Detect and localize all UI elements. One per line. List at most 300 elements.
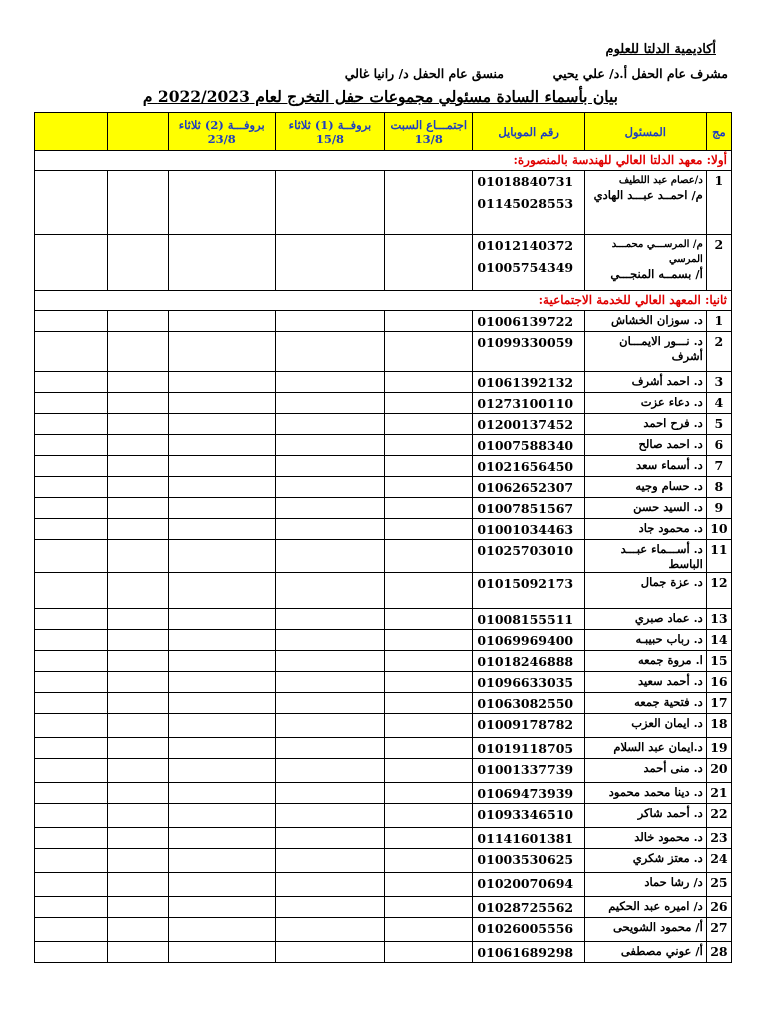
meeting-cell[interactable] xyxy=(385,828,473,849)
rehearsal-1-cell[interactable] xyxy=(275,714,384,738)
rehearsal-2-cell[interactable] xyxy=(168,738,275,759)
blank-cell[interactable] xyxy=(35,759,108,783)
responsible-cell xyxy=(584,651,706,672)
mobile-cell xyxy=(473,849,584,873)
responsible-cell xyxy=(584,759,706,783)
blank-cell[interactable] xyxy=(35,393,108,414)
table-header-row xyxy=(35,113,732,151)
rehearsal-1-cell[interactable] xyxy=(275,693,384,714)
mobile-cell xyxy=(473,393,584,414)
blank-cell[interactable] xyxy=(107,393,168,414)
table-row xyxy=(35,573,732,609)
blank-cell[interactable] xyxy=(35,672,108,693)
rehearsal-2-cell[interactable] xyxy=(168,714,275,738)
meeting-cell[interactable] xyxy=(385,311,473,332)
blank-cell[interactable] xyxy=(107,609,168,630)
group-number: 26 xyxy=(706,897,731,918)
responsible-cell xyxy=(584,828,706,849)
responsible-cell xyxy=(584,918,706,942)
blank-cell[interactable] xyxy=(107,414,168,435)
blank-cell[interactable] xyxy=(35,372,108,393)
group-number: 21 xyxy=(706,783,731,804)
mobile-cell xyxy=(473,573,584,609)
rehearsal-1-cell[interactable] xyxy=(275,235,384,291)
blank-cell[interactable] xyxy=(35,714,108,738)
mobile-cell xyxy=(473,804,584,828)
col-header-meeting: اجتمـــاع السبت 13/8 xyxy=(385,113,473,151)
blank-cell[interactable] xyxy=(107,651,168,672)
blank-cell[interactable] xyxy=(35,498,108,519)
responsible-cell xyxy=(584,393,706,414)
mobile-cell xyxy=(473,828,584,849)
blank-cell[interactable] xyxy=(107,714,168,738)
meeting-cell[interactable] xyxy=(385,498,473,519)
mobile-number: 01062652307 xyxy=(477,480,574,495)
mobile-number: 01015092173 xyxy=(477,576,574,591)
responsible-cell xyxy=(584,573,706,609)
rehearsal-2-cell[interactable] xyxy=(168,477,275,498)
meeting-cell[interactable] xyxy=(385,456,473,477)
blank-cell[interactable] xyxy=(35,630,108,651)
rehearsal-1-cell[interactable] xyxy=(275,672,384,693)
group-number: 8 xyxy=(706,477,731,498)
rehearsal-2-cell[interactable] xyxy=(168,630,275,651)
rehearsal-2-cell[interactable] xyxy=(168,235,275,291)
mobile-number: 01001034463 xyxy=(477,522,574,537)
blank-cell[interactable] xyxy=(107,332,168,372)
supervisor-label: مشرف عام الحفل أ.د/ علي يحيي xyxy=(552,66,728,81)
responsible-cell xyxy=(584,672,706,693)
table-row xyxy=(35,759,732,783)
rehearsal-2-cell[interactable] xyxy=(168,311,275,332)
responsible-cell xyxy=(584,235,706,291)
mobile-number: 01069473939 xyxy=(477,786,574,801)
table-row xyxy=(35,609,732,630)
responsible-cell xyxy=(584,477,706,498)
meeting-cell[interactable] xyxy=(385,630,473,651)
table-row xyxy=(35,435,732,456)
meeting-cell[interactable] xyxy=(385,942,473,963)
blank-cell[interactable] xyxy=(107,456,168,477)
mobile-number: 01025703010 xyxy=(477,543,574,558)
blank-cell[interactable] xyxy=(107,918,168,942)
meeting-cell[interactable] xyxy=(385,540,473,573)
rehearsal-2-cell[interactable] xyxy=(168,897,275,918)
meeting-cell[interactable] xyxy=(385,573,473,609)
blank-cell[interactable] xyxy=(107,897,168,918)
rehearsal-1-cell[interactable] xyxy=(275,918,384,942)
group-number: 15 xyxy=(706,651,731,672)
table-row xyxy=(35,804,732,828)
meeting-cell[interactable] xyxy=(385,759,473,783)
group-number: 9 xyxy=(706,498,731,519)
responsible-cell xyxy=(584,456,706,477)
col-header-rehearsal-2: بروفـــة (2) ثلاثاء 23/8 xyxy=(168,113,275,151)
blank-cell[interactable] xyxy=(107,573,168,609)
mobile-cell xyxy=(473,332,584,372)
responsible-cell xyxy=(584,609,706,630)
document-title: بيان بأسماء السادة مسئولي مجموعات حفل التخرج لعام 2022/2023 م xyxy=(142,87,618,106)
mobile-number: 01096633035 xyxy=(477,675,574,690)
rehearsal-2-cell[interactable] xyxy=(168,498,275,519)
meeting-cell[interactable] xyxy=(385,609,473,630)
mobile-number: 01007588340 xyxy=(477,438,574,453)
group-number: 16 xyxy=(706,672,731,693)
responsible-name: أ/ محمود الشويحى xyxy=(612,920,703,934)
table-row xyxy=(35,477,732,498)
responsible-cell xyxy=(584,435,706,456)
responsible-cell xyxy=(584,171,706,235)
responsible-name: د. محمود جاد xyxy=(638,521,703,535)
responsible-cell xyxy=(584,332,706,372)
blank-cell[interactable] xyxy=(35,651,108,672)
blank-cell[interactable] xyxy=(35,519,108,540)
group-number: 1 xyxy=(706,171,731,235)
blank-cell[interactable] xyxy=(35,235,108,291)
mobile-number: 01069969400 xyxy=(477,633,574,648)
section-title: أولا: معهد الدلتا العالي للهندسة بالمنصورة: xyxy=(35,151,732,171)
mobile-number: 01003530625 xyxy=(477,852,574,867)
meeting-cell[interactable] xyxy=(385,918,473,942)
blank-cell[interactable] xyxy=(107,498,168,519)
blank-cell[interactable] xyxy=(35,738,108,759)
blank-cell[interactable] xyxy=(107,435,168,456)
group-number: 12 xyxy=(706,573,731,609)
mobile-cell xyxy=(473,235,584,291)
responsible-name: د. سوزان الخشاش xyxy=(610,313,703,327)
blank-cell[interactable] xyxy=(107,873,168,897)
blank-cell[interactable] xyxy=(35,942,108,963)
responsible-name: د. دينا محمد محمود xyxy=(608,785,703,799)
meeting-cell[interactable] xyxy=(385,235,473,291)
group-number: 27 xyxy=(706,918,731,942)
rehearsal-2-cell[interactable] xyxy=(168,672,275,693)
rehearsal-1-cell[interactable] xyxy=(275,609,384,630)
mobile-cell xyxy=(473,498,584,519)
rehearsal-2-cell[interactable] xyxy=(168,828,275,849)
rehearsal-2-cell[interactable] xyxy=(168,651,275,672)
blank-cell[interactable] xyxy=(35,456,108,477)
mobile-cell xyxy=(473,738,584,759)
blank-cell[interactable] xyxy=(107,693,168,714)
responsible-name: د.ايمان عبد السلام xyxy=(613,740,703,754)
blank-cell[interactable] xyxy=(107,171,168,235)
mobile-cell xyxy=(473,651,584,672)
mobile-number: 01099330059 xyxy=(477,335,574,350)
responsible-name: د. أحمد شاكر xyxy=(637,806,703,820)
rehearsal-2-cell[interactable] xyxy=(168,456,275,477)
group-number: 17 xyxy=(706,693,731,714)
table-row xyxy=(35,897,732,918)
responsible-name: د. عماد صبري xyxy=(634,611,703,625)
group-number: 11 xyxy=(706,540,731,573)
responsible-name: د/ رشا حماد xyxy=(644,875,703,889)
blank-cell[interactable] xyxy=(35,435,108,456)
table-row xyxy=(35,672,732,693)
mobile-cell xyxy=(473,519,584,540)
blank-cell[interactable] xyxy=(35,171,108,235)
rehearsal-2-cell[interactable] xyxy=(168,918,275,942)
meeting-cell[interactable] xyxy=(385,435,473,456)
meeting-cell[interactable] xyxy=(385,873,473,897)
responsible-name: د. نـــور الايمـــان أشرف xyxy=(619,334,703,363)
blank-cell[interactable] xyxy=(35,693,108,714)
responsible-name: د. رباب حبيبـه xyxy=(635,632,703,646)
responsible-cell xyxy=(584,714,706,738)
rehearsal-2-cell[interactable] xyxy=(168,804,275,828)
table-row xyxy=(35,942,732,963)
group-number: 4 xyxy=(706,393,731,414)
responsible-cell xyxy=(584,498,706,519)
responsible-cell xyxy=(584,630,706,651)
meeting-cell[interactable] xyxy=(385,477,473,498)
mobile-cell xyxy=(473,372,584,393)
rehearsal-2-cell[interactable] xyxy=(168,414,275,435)
group-number: 19 xyxy=(706,738,731,759)
table-row xyxy=(35,849,732,873)
blank-cell[interactable] xyxy=(107,235,168,291)
meeting-cell[interactable] xyxy=(385,372,473,393)
table-row xyxy=(35,235,732,291)
mobile-number: 01007851567 xyxy=(477,501,574,516)
mobile-cell xyxy=(473,693,584,714)
rehearsal-2-cell[interactable] xyxy=(168,573,275,609)
meeting-cell[interactable] xyxy=(385,804,473,828)
groups-table xyxy=(34,112,732,963)
rehearsal-1-cell[interactable] xyxy=(275,477,384,498)
rehearsal-2-cell[interactable] xyxy=(168,435,275,456)
responsible-name: د. ايمان العزب xyxy=(631,716,703,730)
rehearsal-1-cell[interactable] xyxy=(275,414,384,435)
table-row xyxy=(35,630,732,651)
mobile-number: 01061392132 xyxy=(477,375,574,390)
table-row xyxy=(35,311,732,332)
rehearsal-1-cell[interactable] xyxy=(275,873,384,897)
blank-cell[interactable] xyxy=(35,477,108,498)
rehearsal-1-cell[interactable] xyxy=(275,651,384,672)
table-row xyxy=(35,519,732,540)
responsible-name: أ/ بسمــه المنجـــي xyxy=(610,267,703,281)
rehearsal-1-cell[interactable] xyxy=(275,630,384,651)
responsible-name: د. محمود خالد xyxy=(634,830,703,844)
mobile-cell xyxy=(473,456,584,477)
responsible-cell xyxy=(584,942,706,963)
group-number: 5 xyxy=(706,414,731,435)
rehearsal-2-cell[interactable] xyxy=(168,783,275,804)
rehearsal-1-cell[interactable] xyxy=(275,897,384,918)
blank-cell[interactable] xyxy=(107,828,168,849)
rehearsal-1-cell[interactable] xyxy=(275,849,384,873)
table-row xyxy=(35,828,732,849)
coordinator-label: منسق عام الحفل د/ رانيا غالي xyxy=(344,66,504,81)
responsible-cell xyxy=(584,738,706,759)
rehearsal-1-cell[interactable] xyxy=(275,519,384,540)
blank-cell[interactable] xyxy=(35,783,108,804)
rehearsal-2-cell[interactable] xyxy=(168,393,275,414)
mobile-cell xyxy=(473,311,584,332)
table-row xyxy=(35,738,732,759)
rehearsal-1-cell[interactable] xyxy=(275,540,384,573)
group-number: 24 xyxy=(706,849,731,873)
blank-cell[interactable] xyxy=(107,311,168,332)
mobile-cell xyxy=(473,897,584,918)
responsible-cell xyxy=(584,311,706,332)
rehearsal-1-cell[interactable] xyxy=(275,738,384,759)
responsible-name: د. منى أحمد xyxy=(643,761,703,775)
blank-cell[interactable] xyxy=(107,759,168,783)
rehearsal-2-cell[interactable] xyxy=(168,759,275,783)
group-number: 28 xyxy=(706,942,731,963)
rehearsal-2-cell[interactable] xyxy=(168,171,275,235)
rehearsal-2-cell[interactable] xyxy=(168,849,275,873)
blank-cell[interactable] xyxy=(107,630,168,651)
blank-cell[interactable] xyxy=(35,414,108,435)
mobile-number: 01006139722 xyxy=(477,314,574,329)
section-row xyxy=(35,151,732,171)
responsible-name: د. أســـماء عبـــد الباسط xyxy=(620,542,703,571)
blank-cell[interactable] xyxy=(35,849,108,873)
responsible-cell xyxy=(584,693,706,714)
table-row xyxy=(35,456,732,477)
blank-cell[interactable] xyxy=(107,942,168,963)
blank-cell[interactable] xyxy=(107,738,168,759)
meeting-cell[interactable] xyxy=(385,849,473,873)
rehearsal-1-cell[interactable] xyxy=(275,393,384,414)
mobile-cell xyxy=(473,609,584,630)
rehearsal-2-cell[interactable] xyxy=(168,540,275,573)
rehearsal-2-cell[interactable] xyxy=(168,372,275,393)
blank-cell[interactable] xyxy=(107,672,168,693)
blank-cell[interactable] xyxy=(107,849,168,873)
meeting-cell[interactable] xyxy=(385,332,473,372)
blank-cell[interactable] xyxy=(107,477,168,498)
meeting-cell[interactable] xyxy=(385,393,473,414)
mobile-cell xyxy=(473,414,584,435)
blank-cell[interactable] xyxy=(35,311,108,332)
rehearsal-1-cell[interactable] xyxy=(275,759,384,783)
mobile-cell xyxy=(473,942,584,963)
meeting-cell[interactable] xyxy=(385,783,473,804)
table-row xyxy=(35,540,732,573)
table-row xyxy=(35,414,732,435)
meeting-cell[interactable] xyxy=(385,693,473,714)
meeting-cell[interactable] xyxy=(385,414,473,435)
mobile-cell xyxy=(473,477,584,498)
blank-cell[interactable] xyxy=(35,609,108,630)
rehearsal-1-cell[interactable] xyxy=(275,804,384,828)
responsible-cell xyxy=(584,540,706,573)
blank-cell[interactable] xyxy=(35,332,108,372)
mobile-cell xyxy=(473,714,584,738)
rehearsal-1-cell[interactable] xyxy=(275,573,384,609)
group-number: 22 xyxy=(706,804,731,828)
group-number: 6 xyxy=(706,435,731,456)
blank-cell[interactable] xyxy=(35,918,108,942)
rehearsal-1-cell[interactable] xyxy=(275,435,384,456)
rehearsal-2-cell[interactable] xyxy=(168,693,275,714)
blank-cell[interactable] xyxy=(35,573,108,609)
rehearsal-2-cell[interactable] xyxy=(168,873,275,897)
responsible-cell xyxy=(584,804,706,828)
rehearsal-1-cell[interactable] xyxy=(275,498,384,519)
rehearsal-1-cell[interactable] xyxy=(275,783,384,804)
blank-cell[interactable] xyxy=(35,828,108,849)
responsible-name: د. أسماء سعد xyxy=(636,458,703,472)
blank-cell[interactable] xyxy=(107,804,168,828)
meeting-cell[interactable] xyxy=(385,897,473,918)
responsible-name: م/ المرســـي محمـــد المرسي xyxy=(611,239,703,265)
mobile-cell xyxy=(473,435,584,456)
academy-name: أكاديمية الدلتا للعلوم xyxy=(605,42,716,57)
table-row xyxy=(35,372,732,393)
responsible-cell xyxy=(584,897,706,918)
blank-cell[interactable] xyxy=(107,540,168,573)
rehearsal-1-cell[interactable] xyxy=(275,171,384,235)
mobile-number: 01005754349 xyxy=(477,260,574,275)
mobile-cell xyxy=(473,918,584,942)
rehearsal-2-cell[interactable] xyxy=(168,942,275,963)
rehearsal-1-cell[interactable] xyxy=(275,942,384,963)
meeting-cell[interactable] xyxy=(385,738,473,759)
mobile-cell xyxy=(473,873,584,897)
rehearsal-1-cell[interactable] xyxy=(275,456,384,477)
blank-cell[interactable] xyxy=(35,804,108,828)
blank-cell[interactable] xyxy=(35,897,108,918)
meeting-cell[interactable] xyxy=(385,651,473,672)
table-row xyxy=(35,393,732,414)
table-row xyxy=(35,918,732,942)
meeting-cell[interactable] xyxy=(385,672,473,693)
mobile-cell xyxy=(473,540,584,573)
responsible-cell xyxy=(584,783,706,804)
blank-cell[interactable] xyxy=(107,783,168,804)
mobile-number: 01008155511 xyxy=(477,612,574,627)
rehearsal-1-cell[interactable] xyxy=(275,332,384,372)
rehearsal-1-cell[interactable] xyxy=(275,372,384,393)
mobile-cell xyxy=(473,672,584,693)
meeting-cell[interactable] xyxy=(385,171,473,235)
rehearsal-1-cell[interactable] xyxy=(275,828,384,849)
responsible-name: د. احمد أشرف xyxy=(631,374,703,388)
responsible-name: أ/ عوني مصطفى xyxy=(620,944,703,958)
mobile-number: 01200137452 xyxy=(477,417,574,432)
rehearsal-2-cell[interactable] xyxy=(168,519,275,540)
group-number: 1 xyxy=(706,311,731,332)
rehearsal-1-cell[interactable] xyxy=(275,311,384,332)
responsible-name: د. فرح احمد xyxy=(643,416,703,430)
table-row xyxy=(35,873,732,897)
responsible-name: د/عصام عبد اللطيف xyxy=(618,175,703,186)
group-number: 20 xyxy=(706,759,731,783)
blank-cell[interactable] xyxy=(35,540,108,573)
rehearsal-2-cell[interactable] xyxy=(168,609,275,630)
mobile-number: 01273100110 xyxy=(477,396,574,411)
group-number: 2 xyxy=(706,332,731,372)
mobile-cell xyxy=(473,630,584,651)
group-number: 13 xyxy=(706,609,731,630)
responsible-name: د. دعاء عزت xyxy=(640,395,703,409)
meeting-cell[interactable] xyxy=(385,519,473,540)
group-number: 7 xyxy=(706,456,731,477)
col-header-blank-2 xyxy=(35,113,108,151)
blank-cell[interactable] xyxy=(107,372,168,393)
responsible-name: م/ احمــد عبـــد الهادي xyxy=(593,188,703,202)
group-number: 14 xyxy=(706,630,731,651)
rehearsal-2-cell[interactable] xyxy=(168,332,275,372)
blank-cell[interactable] xyxy=(107,519,168,540)
meeting-cell[interactable] xyxy=(385,714,473,738)
blank-cell[interactable] xyxy=(35,873,108,897)
